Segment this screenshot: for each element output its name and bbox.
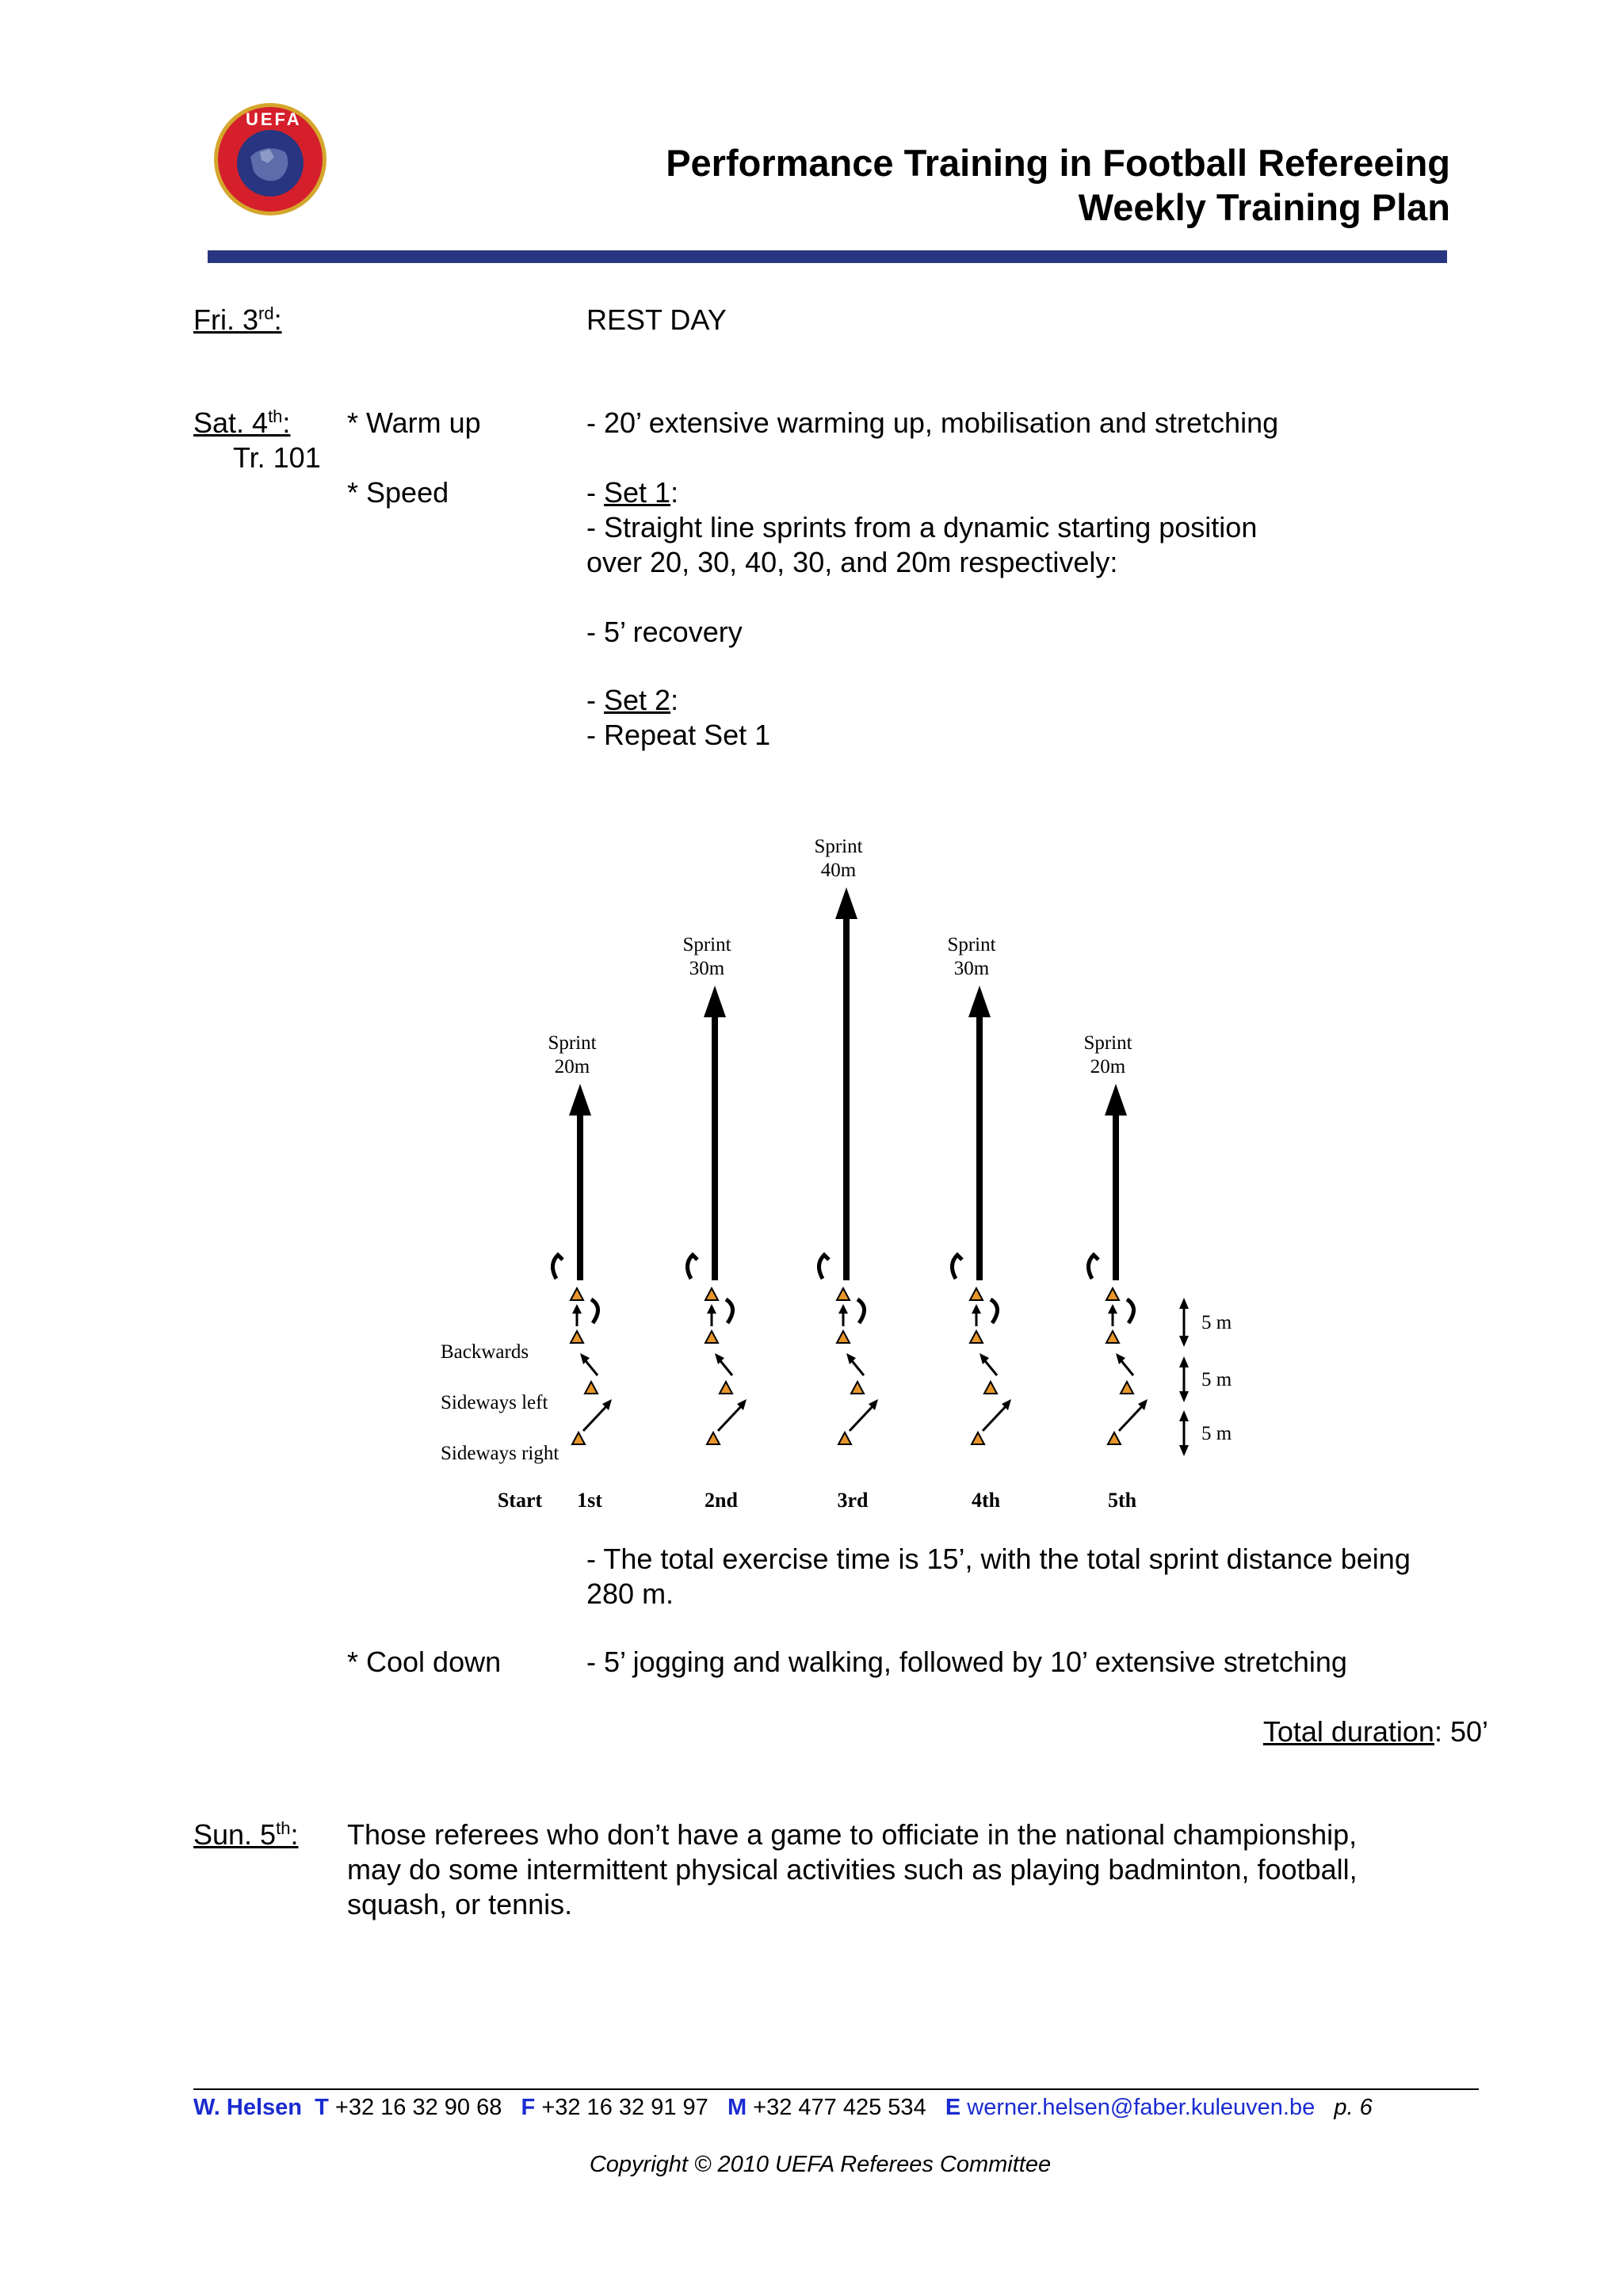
cone-icon bbox=[970, 1331, 983, 1343]
cone-icon bbox=[838, 1432, 851, 1444]
logo-text: UEFA bbox=[246, 109, 302, 129]
cone-icon bbox=[1108, 1432, 1121, 1444]
cone-icon bbox=[1106, 1331, 1119, 1343]
sprint-arrowhead-icon bbox=[968, 986, 991, 1017]
footer-fax: +32 16 32 91 97 bbox=[541, 2095, 708, 2120]
warmup-text: - 20’ extensive warming up, mobilisation and stretching bbox=[586, 406, 1279, 439]
cone-icon bbox=[970, 1288, 983, 1300]
movement-label: Sideways right bbox=[441, 1443, 559, 1464]
sprint-arrowhead-icon bbox=[1105, 1084, 1127, 1116]
copyright: Copyright © 2010 UEFA Referees Committee bbox=[589, 2152, 1052, 2177]
friday-content: REST DAY bbox=[586, 303, 727, 336]
sideways-right-arrow-icon bbox=[1119, 1404, 1144, 1431]
sunday-line2: may do some intermittent physical activities such as playing badminton, football, bbox=[347, 1853, 1358, 1886]
footer-phone: +32 16 32 90 68 bbox=[334, 2095, 502, 2120]
cone-icon bbox=[705, 1288, 718, 1300]
sprint-order: 2nd bbox=[705, 1489, 738, 1512]
set2-heading: - Set 2: bbox=[586, 684, 679, 716]
footer-mobile: +32 477 425 534 bbox=[753, 2095, 926, 2120]
sprint-arrow-shaft bbox=[1113, 1108, 1119, 1280]
cone-icon bbox=[572, 1432, 585, 1444]
set1-line2: over 20, 30, 40, 30, and 20m respectively: bbox=[586, 546, 1118, 578]
sideways-right-arrow-icon bbox=[983, 1404, 1008, 1431]
sprint-arrowhead-icon bbox=[835, 887, 857, 919]
sprint-label: Sprint bbox=[814, 836, 863, 857]
sprint-label: Sprint bbox=[548, 1032, 597, 1054]
turn-arrow-icon bbox=[552, 1255, 563, 1279]
sprint-arrowhead-icon bbox=[569, 1084, 591, 1116]
backwards-arrowhead-icon bbox=[572, 1304, 582, 1314]
backwards-arrowhead-icon bbox=[838, 1304, 848, 1314]
spacing-arrowhead-icon bbox=[1179, 1391, 1189, 1402]
sprint-label: Sprint bbox=[1083, 1032, 1132, 1054]
footer-name: W. Helsen bbox=[193, 2095, 302, 2120]
footer-divider bbox=[193, 2088, 1479, 2090]
page-number: p. 6 bbox=[1334, 2095, 1373, 2120]
start-label: Start bbox=[497, 1489, 543, 1512]
sprint-distance: 20m bbox=[1090, 1056, 1126, 1077]
cone-icon bbox=[707, 1432, 720, 1444]
saturday-session: Tr. 101 bbox=[233, 441, 321, 474]
sprint-arrowhead-icon bbox=[704, 986, 726, 1017]
cone-icon bbox=[720, 1382, 732, 1394]
total-exercise-line2: 280 m. bbox=[586, 1577, 674, 1610]
sprint-distance: 40m bbox=[820, 860, 857, 881]
cooldown-text: - 5’ jogging and walking, followed by 10’ extensive stretching bbox=[586, 1646, 1347, 1678]
sprint-distance: 30m bbox=[953, 958, 990, 979]
cone-icon bbox=[837, 1288, 850, 1300]
cone-icon bbox=[851, 1382, 864, 1394]
sprint-label: Sprint bbox=[682, 934, 731, 955]
backwards-arrowhead-icon bbox=[707, 1304, 716, 1314]
turn-arrow-icon bbox=[991, 1299, 998, 1323]
spacing-label: 5 m bbox=[1201, 1312, 1232, 1333]
speed-label: * Speed bbox=[347, 476, 449, 509]
sprint-order: 5th bbox=[1107, 1489, 1137, 1512]
spacing-arrowhead-icon bbox=[1179, 1445, 1189, 1456]
recovery-text: - 5’ recovery bbox=[586, 616, 743, 648]
sprint-order: 4th bbox=[971, 1489, 1001, 1512]
cone-icon bbox=[837, 1331, 850, 1343]
uefa-logo bbox=[212, 101, 328, 217]
movement-label: Backwards bbox=[441, 1341, 529, 1363]
cone-icon bbox=[1121, 1382, 1133, 1394]
sprint-order: 3rd bbox=[837, 1489, 869, 1512]
set2-text: - Repeat Set 1 bbox=[586, 719, 771, 751]
set1-heading: - Set 1: bbox=[586, 476, 679, 509]
turn-arrow-icon bbox=[1088, 1255, 1098, 1279]
turn-arrow-icon bbox=[952, 1255, 962, 1279]
cone-icon bbox=[585, 1382, 598, 1394]
turn-arrow-icon bbox=[726, 1299, 733, 1323]
spacing-arrowhead-icon bbox=[1179, 1410, 1189, 1421]
sprint-arrow-shaft bbox=[843, 911, 850, 1280]
sprint-arrow-shaft bbox=[712, 1009, 718, 1280]
turn-arrow-icon bbox=[687, 1255, 697, 1279]
backwards-arrowhead-icon bbox=[972, 1304, 981, 1314]
turn-arrow-icon bbox=[819, 1255, 829, 1279]
sprint-diagram bbox=[412, 808, 1236, 1521]
spacing-arrowhead-icon bbox=[1179, 1298, 1189, 1309]
turn-arrow-icon bbox=[1127, 1299, 1134, 1323]
warmup-label: * Warm up bbox=[347, 406, 481, 439]
saturday-day: Sat. 4th: bbox=[193, 406, 291, 439]
sprint-label: Sprint bbox=[947, 934, 996, 955]
sunday-line3: squash, or tennis. bbox=[347, 1888, 573, 1920]
cone-icon bbox=[705, 1331, 718, 1343]
cone-icon bbox=[984, 1382, 997, 1394]
footer-contact: W. Helsen T +32 16 32 90 68 F +32 16 32 91 97 M +32 477 425 534 E werner.helsen@faber.kuleuven.be p. 6 bbox=[193, 2095, 1373, 2120]
cone-icon bbox=[571, 1331, 583, 1343]
page-subtitle: Weekly Training Plan bbox=[1078, 186, 1450, 228]
sunday-line1: Those referees who don’t have a game to officiate in the national championship, bbox=[347, 1818, 1358, 1851]
backwards-arrowhead-icon bbox=[1108, 1304, 1117, 1314]
turn-arrow-icon bbox=[857, 1299, 865, 1323]
friday-day: Fri. 3rd: bbox=[193, 303, 282, 336]
sprint-distance: 30m bbox=[689, 958, 725, 979]
sprint-arrow-shaft bbox=[976, 1009, 983, 1280]
sideways-right-arrow-icon bbox=[583, 1404, 609, 1431]
turn-arrow-icon bbox=[591, 1299, 598, 1323]
spacing-label: 5 m bbox=[1201, 1369, 1232, 1390]
sprint-distance: 20m bbox=[554, 1056, 590, 1077]
sideways-right-arrow-icon bbox=[850, 1404, 875, 1431]
cone-icon bbox=[972, 1432, 984, 1444]
page-title: Performance Training in Football Refereeing bbox=[666, 142, 1450, 184]
movement-label: Sideways left bbox=[441, 1392, 548, 1413]
cone-icon bbox=[571, 1288, 583, 1300]
sunday-day: Sun. 5th: bbox=[193, 1818, 299, 1851]
total-duration: Total duration: 50’ bbox=[1262, 1715, 1488, 1748]
cooldown-label: * Cool down bbox=[347, 1646, 502, 1678]
total-exercise-line1: - The total exercise time is 15’, with the total sprint distance being bbox=[586, 1543, 1411, 1575]
spacing-label: 5 m bbox=[1201, 1423, 1232, 1444]
spacing-arrowhead-icon bbox=[1179, 1356, 1189, 1367]
spacing-arrowhead-icon bbox=[1179, 1336, 1189, 1347]
cone-icon bbox=[1106, 1288, 1119, 1300]
sideways-right-arrow-icon bbox=[718, 1404, 743, 1431]
sprint-order: 1st bbox=[577, 1489, 602, 1512]
header-divider bbox=[208, 250, 1447, 263]
sprint-arrow-shaft bbox=[577, 1108, 583, 1280]
footer-email[interactable]: werner.helsen@faber.kuleuven.be bbox=[967, 2095, 1316, 2120]
set1-line1: - Straight line sprints from a dynamic starting position bbox=[586, 511, 1258, 543]
